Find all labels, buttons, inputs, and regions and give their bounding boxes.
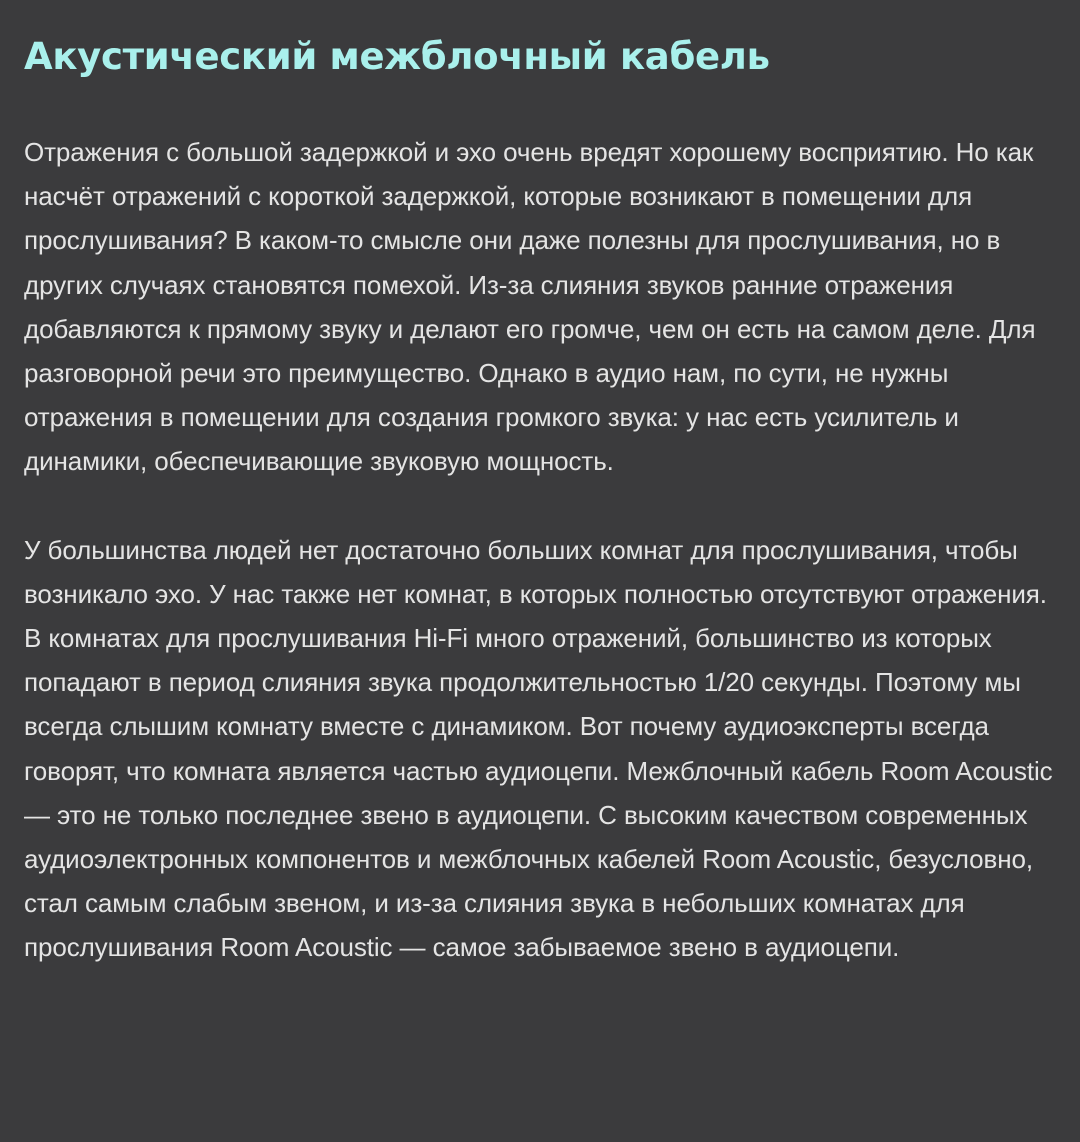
article <box>24 30 1056 970</box>
article-paragraph-1: Отражения с большой задержкой и эхо очень вредят хорошему восприятию. Но как насчёт отражений с короткой задержкой, которые возникают в помещении для прослушивания? В каком-то смысле они даже полезны для прослушивания, но в других случаях становятся помехой. Из-за слияния звуков ранние отражения добавляются к прямому звуку и делают его громче, чем он есть на самом деле. Для разговорной речи это преимущество. Однако в аудио нам, по сути, не нужны отражения в помещении для создания громкого звука: у нас есть усилитель и динамики, обеспечивающие звуковую мощность. <box>24 137 1036 477</box>
article-title: Акустический межблочный кабель <box>24 35 770 78</box>
article-paragraph-2: У большинства людей нет достаточно больших комнат для прослушивания, чтобы возникало эхо. У нас также нет комнат, в которых полностью отсутствуют отражения. В комнатах для прослушивания Hi-Fi много отражений, большинство из которых попадают в период слияния звука продолжительностью 1/20 секунды. Поэтому мы всегда слышим комнату вместе с динамиком. Вот почему аудиоэксперты всегда говорят, что комната является частью аудиоцепи. Межблочный кабель Room Acoustic — это не только последнее звено в аудиоцепи. С высоким качеством современных аудиоэлектронных компонентов и межблочных кабелей Room Acoustic, безусловно, стал самым слабым звеном, и из-за слияния звука в небольших комнатах для прослушивания Room Acoustic — самое забываемое звено в аудиоцепи. <box>24 534 1053 963</box>
